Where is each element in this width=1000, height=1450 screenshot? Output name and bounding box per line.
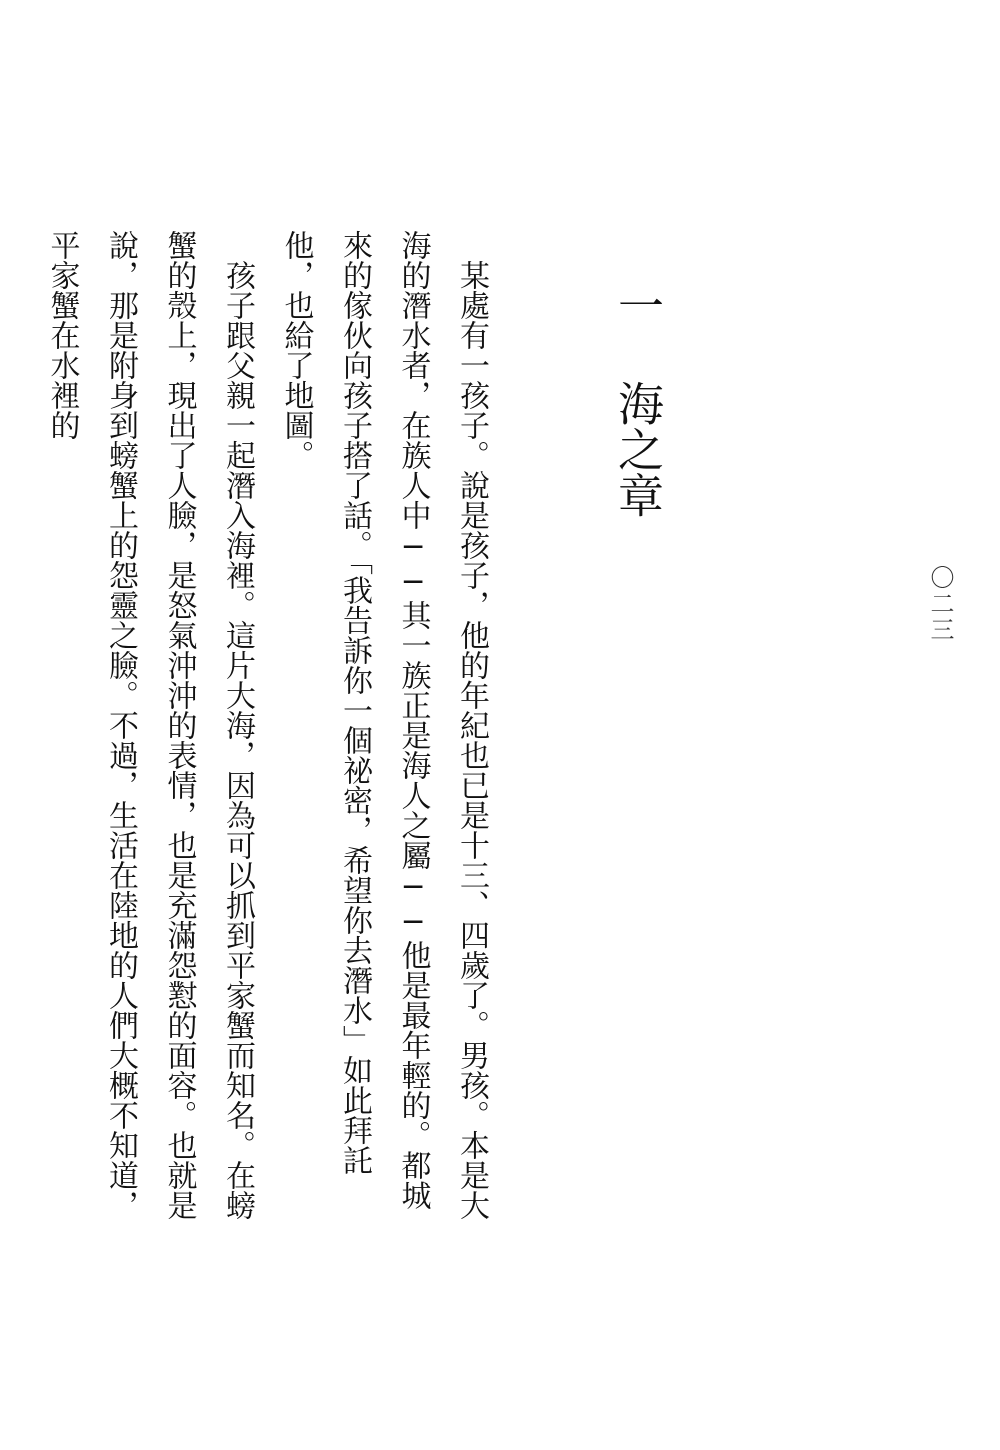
paragraph: 某處有一孩子。說是孩子，他的年紀也已是十三、四歲了。男孩。本是大海的潛水者，在族人中──其一族正是海人之屬──他是最年輕的。都城來的傢伙向孩子搭了話。「我告訴你一個祕密，希望你去潛水」如此拜託他，也給了地圖。 bbox=[278, 230, 489, 1220]
page-number: 〇二三 bbox=[926, 565, 954, 643]
chapter-title: 海之章 bbox=[611, 380, 665, 518]
body-text bbox=[44, 230, 500, 1230]
paragraph: 孩子跟父親一起潛入海裡。這片大海，因為可以抓到平家蟹而知名。在螃蟹的殼上，現出了人臉，是怒氣沖沖的表情，也是充滿怨懟的面容。也就是說，那是附身到螃蟹上的怨靈之臉。不過，生活在陸地的人們大概不知道，平家蟹在水裡的 bbox=[44, 230, 255, 1220]
chapter-number: 一 bbox=[611, 282, 665, 328]
chapter-heading bbox=[608, 282, 668, 518]
